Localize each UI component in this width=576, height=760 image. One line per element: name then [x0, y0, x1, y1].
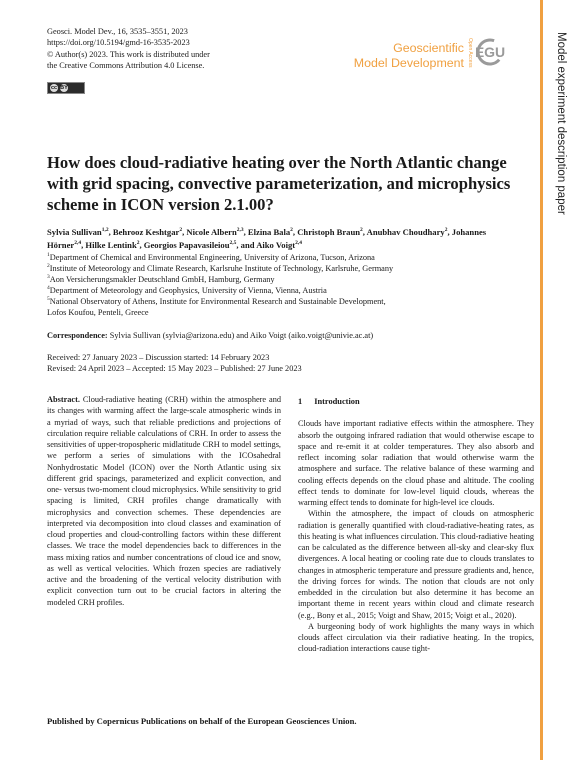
affiliation-text: Institute of Meteorology and Climate Research, Karlsruhe Institute of Technology, Karlsruhe, Germany	[49, 264, 394, 273]
correspondence-label: Correspondence:	[47, 331, 108, 340]
section-title: Introduction	[314, 397, 360, 406]
paper-title: How does cloud-radiative heating over the North Atlantic change with grid spacing, convective parameterization, and microphysics scheme in ICON version 2.1.00?	[47, 153, 511, 214]
author-affiliation-marker: 2	[360, 227, 363, 234]
author-affiliation-marker: 2,4	[295, 240, 302, 247]
affiliation-item	[47, 285, 527, 296]
author-name: Sylvia Sullivan	[47, 227, 102, 237]
affiliation-text: Department of Meteorology and Geophysics, University of Vienna, Vienna, Austria	[49, 286, 327, 295]
open-access-label: Open Access	[467, 38, 473, 68]
abstract-text: Cloud-radiative heating (CRH) within the atmosphere and its changes with warming affect the large-scale atmospheric winds in a myriad of ways, such that reliable predictions and projections of circulation require reliable calculations of CRH. In order to assess the sensitivities of upper-tropospheric midlatitude CRH to model settings, we perform a series of simulations with the ICOsahedral Nonhydrostatic Model (ICON) over the North Atlantic using six different grid spacings, parameterized and explicit convection, and one- versus two-moment cloud microphysics. While sensitivity to grid spacing is limited, CRH profiles change dramatically with microphysics and convection schemes. These dependencies are interpreted via decomposition into cloud classes and examination of cloud properties and cloud-controlling factors within these different classes. We trace the model dependencies back to differences in the mass mixing ratios and number concentrations of cloud ice and snow, as well as vertical velocities. Which frozen species are radiatively active and the broadening of the vertical velocity distribution with explicit convection turn out to be crucial factors in altering the modeled CRH profiles.	[47, 395, 281, 607]
correspondence	[47, 330, 373, 341]
author-name: Aiko Voigt	[256, 240, 296, 250]
author-affiliation-marker: 2	[179, 227, 183, 234]
journal-name-line2: Model Development	[353, 55, 464, 70]
author-affiliation-marker: 2	[290, 227, 293, 234]
side-band	[540, 0, 576, 760]
publication-dates	[47, 352, 302, 374]
affiliation-number: 1	[47, 252, 50, 259]
doi-link[interactable]: https://doi.org/10.5194/gmd-16-3535-2023	[47, 38, 190, 48]
affiliation-text: Aon Versicherungsmakler Deutschland GmbH, Hamburg, Germany	[49, 275, 275, 284]
dates-received: Received: 27 January 2023 – Discussion started: 14 February 2023	[47, 353, 270, 362]
author-name: Hilke Lentink	[85, 240, 137, 250]
section-heading	[298, 396, 534, 407]
introduction-section	[298, 396, 534, 655]
author-affiliation-marker: 2,5	[229, 240, 237, 247]
copyright-line: © Author(s) 2023. This work is distributed under	[47, 49, 210, 59]
author-affiliation-marker: 2	[136, 240, 140, 247]
affiliation-list	[47, 252, 527, 318]
egu-logo	[476, 30, 532, 74]
affiliation-item	[47, 263, 527, 274]
journal-citation-header	[47, 26, 210, 71]
author-name: Johannes Hörner	[47, 227, 487, 250]
abstract-label: Abstract.	[47, 395, 80, 404]
affiliation-item	[47, 307, 527, 318]
author-name: Anubhav Choudhary	[366, 227, 445, 237]
author-name: Georgios Papavasileiou	[143, 240, 230, 250]
cc-icon: cc	[50, 85, 58, 91]
section-number: 1	[298, 397, 303, 406]
author-name: Elzina Bala	[247, 227, 291, 237]
license-line: the Creative Commons Attribution 4.0 License.	[47, 60, 205, 70]
intro-paragraph-2: Within the atmosphere, the impact of clouds on atmospheric radiation is generally quantified with cloud-radiative-heating rates, as this heating is what influences circulation. This cloud-radiative heating can be calculated as the difference between all-sky and clear-sky flux divergences. A local heating or cooling rate due to clouds translates to changes in atmospheric temperature and pressure gradients and, hence, the driving forces for winds. The notion that clouds are not only embedded in the circulation but also determine it has become an important theme in recent years within cloud and climate research (e.g., Bony et al., 2015; Voigt and Shaw, 2015; Voigt et al., 2020).	[298, 509, 534, 620]
correspondence-text: Sylvia Sullivan (sylvia@arizona.edu) and Aiko Voigt (aiko.voigt@univie.ac.at)	[109, 331, 374, 340]
affiliation-number: 4	[47, 285, 50, 292]
affiliation-item	[47, 274, 527, 285]
by-icon: BY	[60, 85, 68, 91]
journal-name-line1: Geoscientific	[393, 41, 464, 55]
affiliation-item	[47, 252, 527, 263]
author-name: Nicole Albern	[186, 227, 237, 237]
author-list: Sylvia Sullivan$^{1,2}$, Behrooz Keshtgar$^2$, Nicole Albern$^{2,3}$, Elzina Bala$^2$, Christoph Braun$^2$, Anubhav Choudhary$^2$, Johannes Hörner$^{2,4}$, Hilke Lentink$^2$, Georgios Papavasileiou$^{2,5}$, and Aiko Voigt$^{2,4}$	[47, 227, 487, 250]
affiliation-text: National Observatory of Athens, Institute for Environmental Research and Sustainable Development,	[49, 297, 386, 306]
affiliation-number: 5	[47, 296, 50, 303]
intro-paragraph-1: Clouds have important radiative effects within the atmosphere. They absorb the outgoing infrared radiation that would otherwise escape to space and re-emit it at colder temperatures. They also absorb and reflect incoming solar radiation that would otherwise warm the atmosphere and surface. The relative balance of these warming and cooling effects depends on the cloud phase and altitude. The cooling effect tends to dominate for low-level liquid clouds, whereas the warming effect tends to dominate for high-level ice clouds.	[298, 419, 534, 507]
author-affiliation-marker: 2,4	[74, 240, 82, 247]
intro-paragraph-3: A burgeoning body of work highlights the many ways in which clouds affect circulation via their radiative heating. In the tropics, cloud-radiation interactions cause tight-	[298, 621, 534, 654]
affiliation-number: 3	[47, 274, 50, 281]
citation-line: Geosci. Model Dev., 16, 3535–3551, 2023	[47, 27, 188, 36]
abstract	[47, 394, 281, 608]
affiliation-text: Lofos Koufou, Penteli, Greece	[47, 308, 149, 317]
journal-name	[332, 41, 464, 70]
author-affiliation-marker: 2,3	[236, 227, 244, 234]
paper-type-label: Model experiment description paper	[555, 32, 567, 215]
svg-text:EGU: EGU	[476, 44, 506, 60]
affiliation-number: 2	[47, 263, 50, 270]
author-affiliation-marker: 2	[444, 227, 448, 234]
affiliation-item	[47, 296, 527, 307]
affiliation-text: Department of Chemical and Environmental Engineering, University of Arizona, Tucson, Arizona	[49, 253, 375, 262]
publisher-footer: Published by Copernicus Publications on behalf of the European Geosciences Union.	[47, 716, 357, 726]
dates-published: Revised: 24 April 2023 – Accepted: 15 May 2023 – Published: 27 June 2023	[47, 364, 302, 373]
author-affiliation-marker: 1,2	[101, 227, 109, 234]
author-name: Christoph Braun	[297, 227, 361, 237]
cc-by-license-badge[interactable]	[47, 82, 85, 94]
author-name: Behrooz Keshtgar	[112, 227, 180, 237]
